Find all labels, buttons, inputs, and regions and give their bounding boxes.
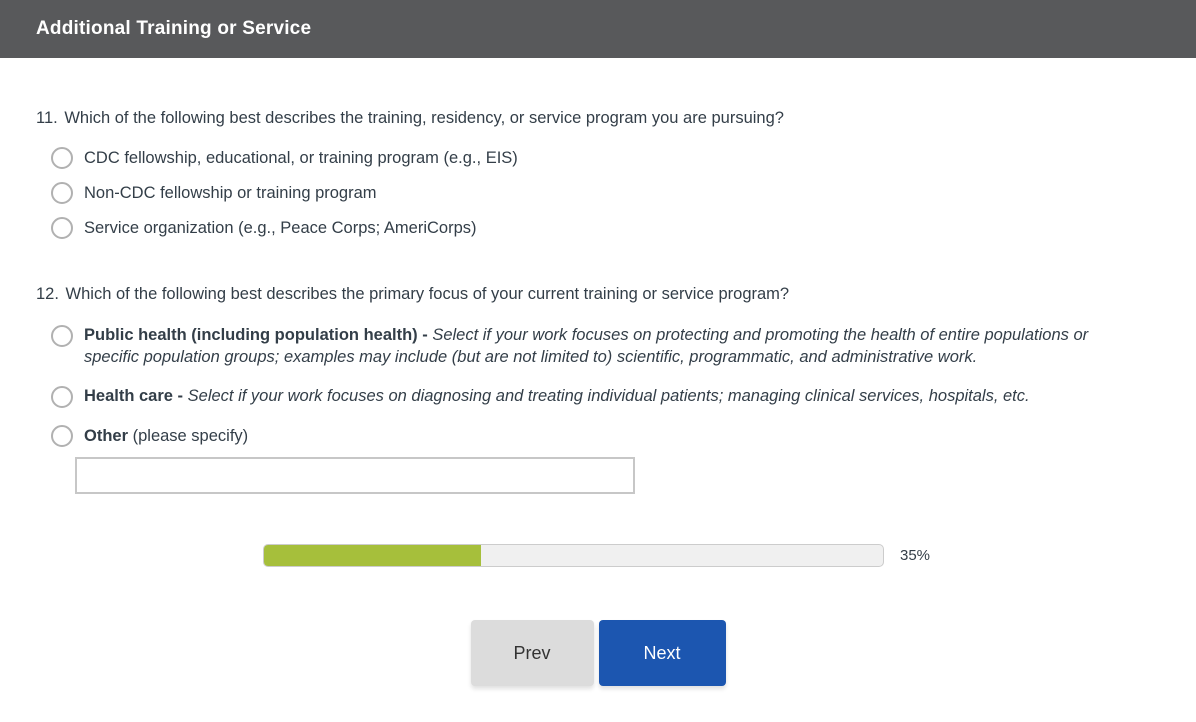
question-11-title [36,107,1160,129]
option-label-suffix: (please specify) [132,427,249,445]
question-12-text: Which of the following best describes the primary focus of your current training or service program? [65,285,790,303]
option-label [84,385,1030,407]
q12-option-health-care[interactable] [51,385,1160,408]
radio-button-icon[interactable] [51,217,73,239]
page-title: Additional Training or Service [36,18,312,39]
radio-button-icon[interactable] [51,425,73,447]
question-11 [36,107,1160,239]
q12-option-other[interactable] [51,425,1160,447]
question-11-number: 11. [36,109,58,127]
radio-button-icon[interactable] [51,182,73,204]
prev-button[interactable]: Prev [471,620,594,686]
progress-section [36,544,1160,567]
nav-buttons [36,620,1160,686]
option-label-bold: Public health (including population health) - [84,326,428,344]
option-label-bold: Other [84,427,129,445]
q11-option-cdc-fellowship[interactable] [51,147,1160,169]
q11-option-service-organization[interactable] [51,217,1160,239]
progress-bar [263,544,884,567]
progress-fill [264,545,481,566]
q12-option-public-health[interactable] [51,324,1160,368]
progress-percent-label: 35% [900,547,931,564]
option-label [84,425,248,447]
question-11-options [36,147,1160,239]
radio-button-icon[interactable] [51,386,73,408]
option-label-bold: Health care - [84,387,184,405]
option-label [84,324,1129,368]
other-specify-input[interactable] [75,457,635,494]
page-header [0,0,1196,58]
option-label: CDC fellowship, educational, or training program (e.g., EIS) [84,149,518,167]
option-label: Service organization (e.g., Peace Corps; AmeriCorps) [84,219,477,237]
question-12-options [36,324,1160,447]
survey-body [0,107,1196,686]
option-description: Select if your work focuses on diagnosing and treating individual patients; managing clinical services, hospitals, etc. [187,387,1030,405]
question-12 [36,283,1160,494]
q11-option-non-cdc-fellowship[interactable] [51,182,1160,204]
question-11-text: Which of the following best describes the training, residency, or service program you are pursuing? [64,109,784,127]
question-12-title [36,283,1160,305]
next-button[interactable]: Next [599,620,726,686]
radio-button-icon[interactable] [51,147,73,169]
other-specify-wrap [75,457,1160,494]
option-label: Non-CDC fellowship or training program [84,184,377,202]
option-description: Select if your work focuses on protecting and promoting the health of entire populations or specific population groups; examples may include (but are not limited to) scientific, programmatic, and administrative work. [84,326,1089,366]
radio-button-icon[interactable] [51,325,73,347]
question-12-number: 12. [36,285,59,303]
